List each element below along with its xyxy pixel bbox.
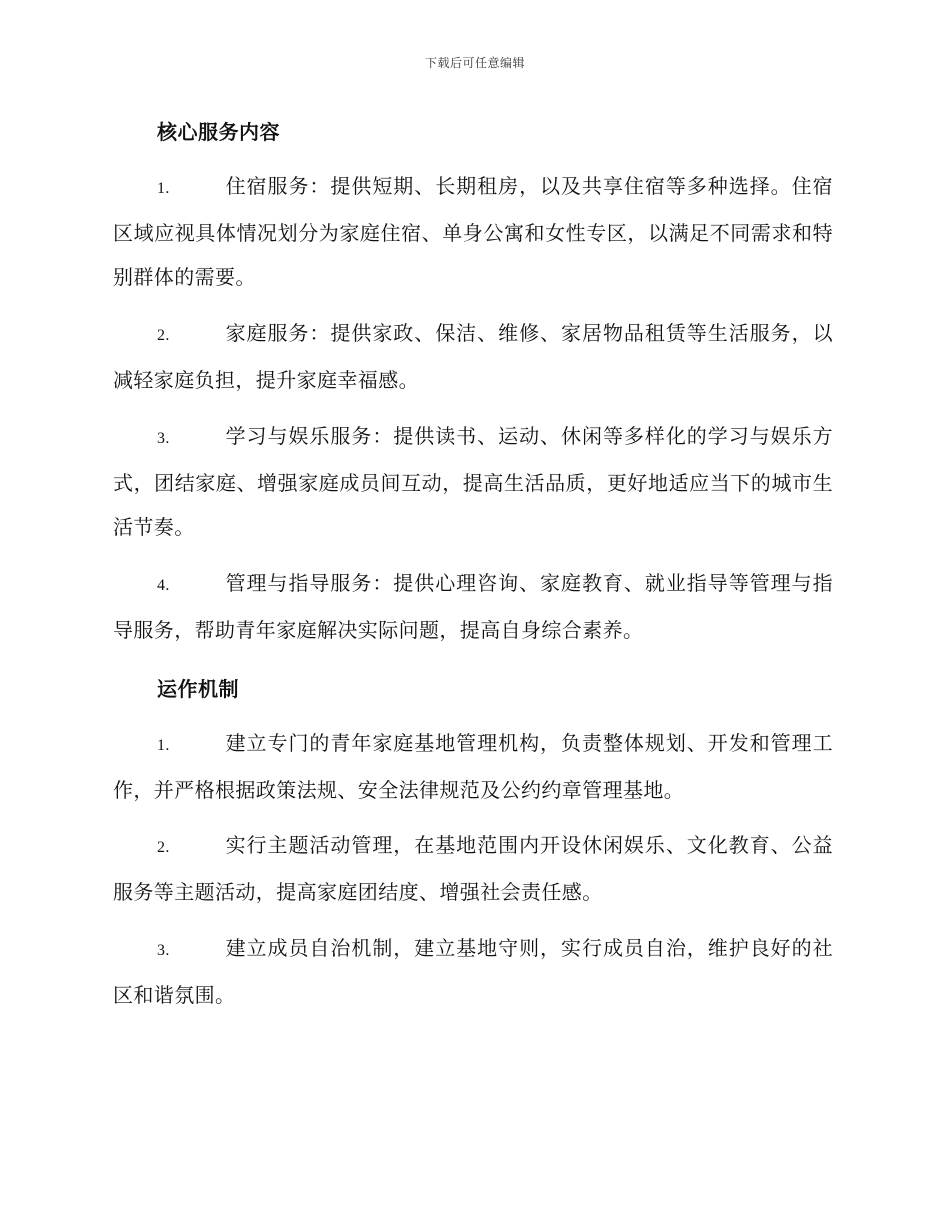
list-item <box>113 926 833 1017</box>
list-item-text: 管理与指导服务：提供心理咨询、家庭教育、就业指导等管理与指导服务，帮助青年家庭解决实际问题，提高自身综合素养。 <box>113 571 833 642</box>
list-item-text: 建立成员自治机制，建立基地守则，实行成员自治，维护良好的社区和谐氛围。 <box>113 936 833 1007</box>
list-item-number: 2. <box>157 839 170 856</box>
section-title-core-services: 核心服务内容 <box>157 120 280 144</box>
list-item <box>113 823 833 914</box>
list-item-number: 1. <box>157 737 170 754</box>
list-item <box>113 164 833 299</box>
list-item-text: 家庭服务：提供家政、保洁、维修、家居物品租赁等生活服务，以减轻家庭负担，提升家庭幸福感。 <box>113 321 833 392</box>
list-item-number: 3. <box>157 430 170 447</box>
list-item <box>113 414 833 549</box>
list-item-number: 4. <box>157 577 170 594</box>
list-item-text: 学习与娱乐服务：提供读书、运动、休闲等多样化的学习与娱乐方式，团结家庭、增强家庭成员间互动，提高生活品质，更好地适应当下的城市生活节奏。 <box>113 424 833 539</box>
list-item-text: 住宿服务：提供短期、长期租房，以及共享住宿等多种选择。住宿区域应视具体情况划分为家庭住宿、单身公寓和女性专区，以满足不同需求和特别群体的需要。 <box>113 174 833 289</box>
list-item-number: 2. <box>157 327 170 344</box>
list-item-number: 1. <box>157 180 170 197</box>
list-item-text: 建立专门的青年家庭基地管理机构，负责整体规划、开发和管理工作，并严格根据政策法规、安全法律规范及公约约章管理基地。 <box>113 731 833 802</box>
list-item <box>113 311 833 402</box>
header-note: 下载后可任意编辑 <box>424 56 525 70</box>
list-item <box>113 561 833 652</box>
section-title-operation-mechanism: 运作机制 <box>157 677 239 701</box>
list-item <box>113 721 833 812</box>
list-item-text: 实行主题活动管理，在基地范围内开设休闲娱乐、文化教育、公益服务等主题活动，提高家庭团结度、增强社会责任感。 <box>113 833 833 904</box>
list-item-number: 3. <box>157 942 170 959</box>
